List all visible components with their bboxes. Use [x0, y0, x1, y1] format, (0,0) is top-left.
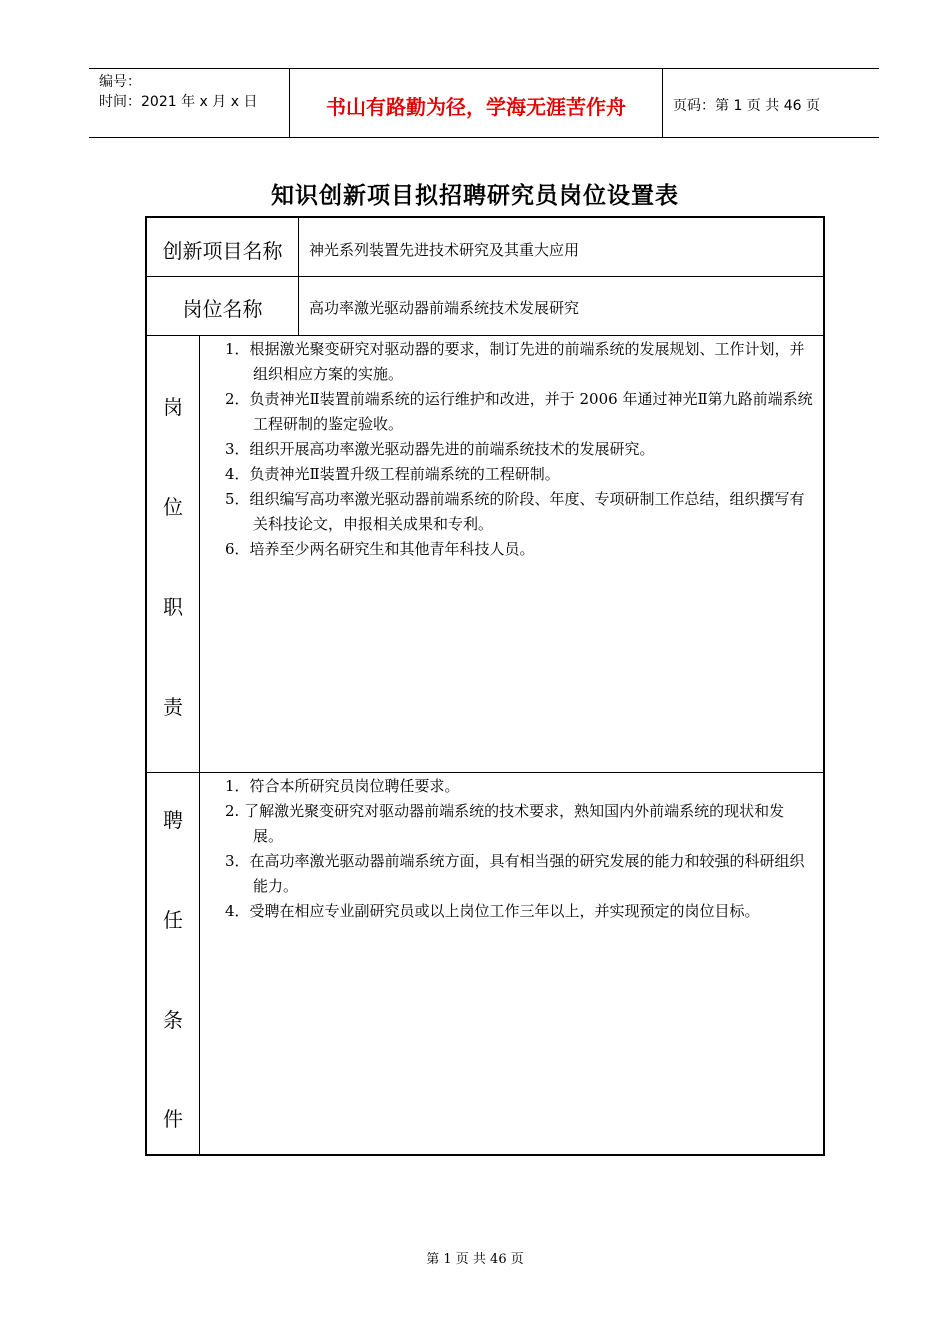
- header-page-cell: [663, 69, 879, 137]
- duties-label-char: 岗: [163, 395, 183, 419]
- list-item: 3．组织开展高功率激光驱动器先进的前端系统技术的发展研究。: [225, 440, 655, 458]
- motto: 书山有路勤为径，学海无涯苦作舟: [326, 95, 626, 119]
- list-item: 4．负责神光Ⅱ装置升级工程前端系统的工程研制。: [225, 465, 560, 483]
- project-value: 神光系列装置先进技术研究及其重大应用: [309, 241, 580, 259]
- duties-label-char: 职: [163, 595, 183, 619]
- list-item: 4．受聘在相应专业副研究员或以上岗位工作三年以上，并实现预定的岗位目标。: [225, 902, 760, 920]
- duties-list: [225, 337, 813, 562]
- header-meta-cell: [89, 69, 290, 137]
- row-divider: [147, 276, 823, 277]
- duties-label-char: 责: [163, 695, 183, 719]
- list-item: 1．符合本所研究员岗位聘任要求。: [225, 777, 460, 795]
- list-item: 2．负责神光Ⅱ装置前端系统的运行维护和改进，并于 2006 年通过神光Ⅱ第九路前端系统工程研制的鉴定验收。: [225, 390, 813, 433]
- conditions-label-char: 条: [163, 1008, 183, 1032]
- list-item: 6．培养至少两名研究生和其他青年科技人员。: [225, 540, 535, 558]
- position-label: 岗位名称: [182, 297, 263, 321]
- conditions-label-char: 件: [163, 1107, 183, 1131]
- column-divider: [199, 335, 200, 1156]
- project-label: 创新项目名称: [162, 239, 283, 263]
- list-item: 3．在高功率激光驱动器前端系统方面，具有相当强的研究发展的能力和较强的科研组织能力。: [225, 852, 805, 895]
- list-item: 5．组织编写高功率激光驱动器前端系统的阶段、年度、专项研制工作总结，组织撰写有关科技论文，申报相关成果和专利。: [225, 490, 805, 533]
- conditions-list: [225, 774, 813, 924]
- position-value: 高功率激光驱动器前端系统技术发展研究: [309, 299, 580, 317]
- conditions-label-char: 任: [163, 908, 183, 932]
- page-info: 页码：第 1 页 共 46 页: [673, 98, 820, 114]
- duties-label-char: 位: [163, 495, 183, 519]
- header-motto-cell: [290, 69, 663, 137]
- page-header: [89, 68, 879, 138]
- list-item: 1．根据激光聚变研究对驱动器的要求，制订先进的前端系统的发展规划、工作计划，并组织相应方案的实施。: [225, 340, 805, 383]
- number-label: 编号：: [99, 74, 141, 90]
- column-divider: [298, 218, 299, 335]
- page-footer: 第 1 页 共 46 页: [426, 1252, 524, 1267]
- date-label: 时间：2021 年 x 月 x 日: [99, 94, 258, 110]
- document-title: 知识创新项目拟招聘研究员岗位设置表: [271, 183, 679, 209]
- list-item: 2. 了解激光聚变研究对驱动器前端系统的技术要求，熟知国内外前端系统的现状和发展。: [225, 802, 785, 845]
- conditions-label-char: 聘: [163, 808, 183, 832]
- position-table: [145, 216, 825, 1156]
- row-divider: [147, 335, 823, 336]
- row-divider: [147, 772, 823, 773]
